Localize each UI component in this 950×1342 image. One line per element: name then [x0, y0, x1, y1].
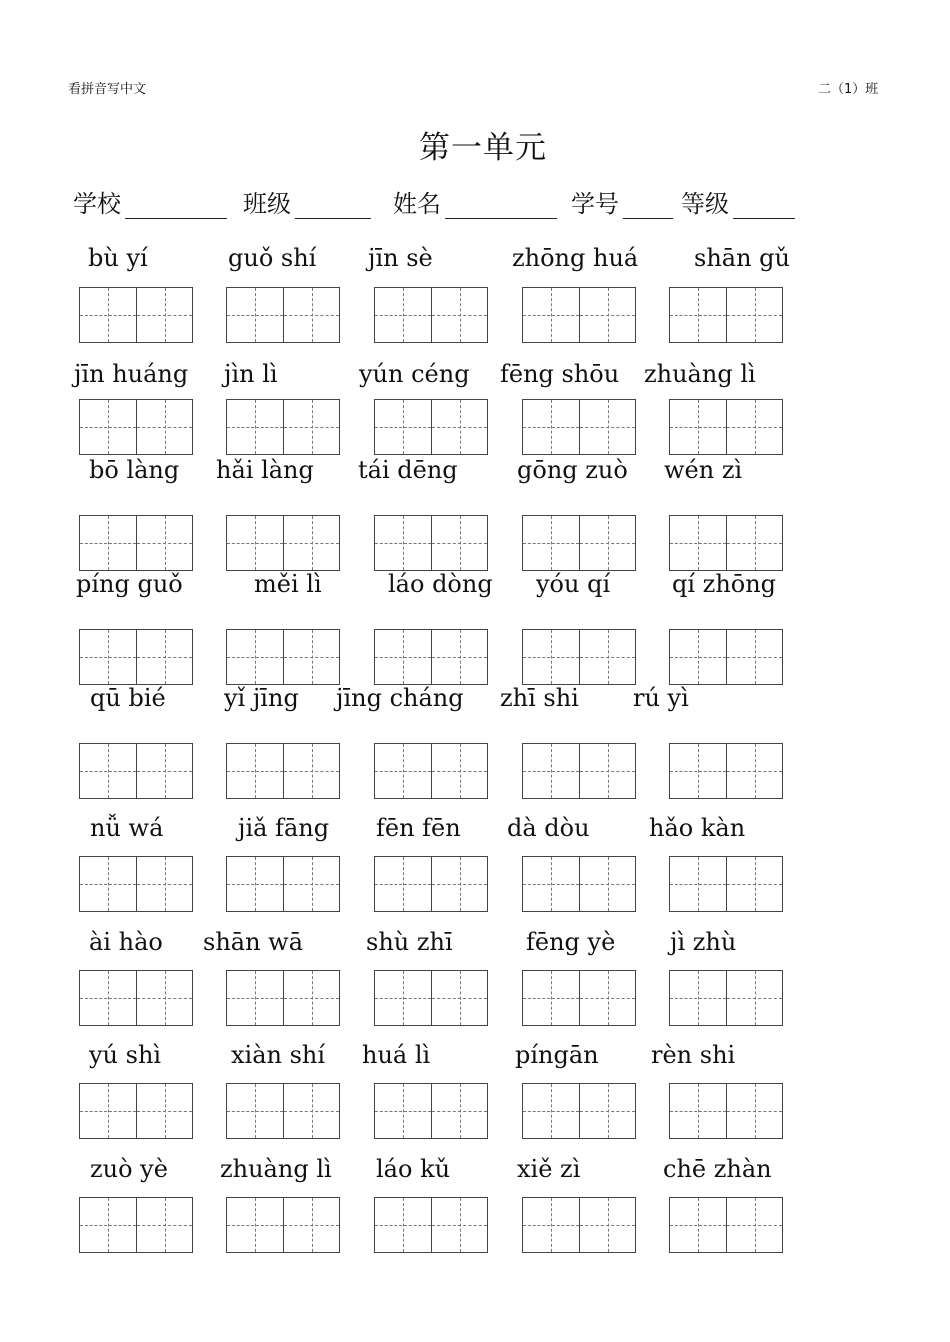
tianzige-writing-box[interactable] — [522, 743, 636, 799]
info-field — [243, 190, 375, 218]
tianzige-writing-box[interactable] — [226, 1083, 340, 1139]
pinyin-prompt: qū bié — [90, 684, 166, 712]
tianzige-writing-box[interactable] — [226, 1197, 340, 1253]
tianzige-writing-box[interactable] — [669, 1083, 783, 1139]
pinyin-prompt: chē zhàn — [663, 1155, 772, 1183]
pinyin-prompt: zhuàng lì — [644, 360, 756, 388]
info-field-blank[interactable] — [445, 192, 557, 219]
info-field-blank[interactable] — [295, 192, 371, 219]
info-field-blank[interactable] — [125, 192, 227, 219]
tianzige-writing-box[interactable] — [522, 970, 636, 1026]
pinyin-prompt: yóu qí — [536, 570, 611, 598]
tianzige-writing-box[interactable] — [226, 970, 340, 1026]
pinyin-prompt: gōng zuò — [517, 456, 628, 484]
tianzige-writing-box[interactable] — [374, 970, 488, 1026]
pinyin-prompt: nǚ wá — [90, 814, 164, 842]
info-field — [73, 190, 231, 218]
tianzige-writing-box[interactable] — [374, 856, 488, 912]
pinyin-prompt: jīn sè — [368, 244, 433, 272]
pinyin-prompt: hǎo kàn — [649, 814, 746, 842]
tianzige-writing-box[interactable] — [669, 743, 783, 799]
info-field-blank[interactable] — [623, 192, 673, 219]
tianzige-writing-box[interactable] — [79, 629, 193, 685]
tianzige-writing-box[interactable] — [374, 743, 488, 799]
info-field-label: 班级 — [243, 190, 291, 218]
tianzige-writing-box[interactable] — [79, 1083, 193, 1139]
worksheet-subject: 看拼音写中文 — [68, 82, 147, 97]
pinyin-prompt: láo kǔ — [376, 1155, 451, 1183]
info-field — [393, 190, 561, 218]
info-field-label: 姓名 — [393, 190, 441, 218]
tianzige-writing-box[interactable] — [522, 856, 636, 912]
pinyin-prompt: guǒ shí — [228, 244, 317, 272]
tianzige-writing-box[interactable] — [522, 1197, 636, 1253]
info-field-label: 学号 — [571, 190, 619, 218]
pinyin-prompt: yún céng — [359, 360, 470, 388]
pinyin-prompt: xiàn shí — [231, 1041, 326, 1069]
tianzige-writing-box[interactable] — [79, 856, 193, 912]
pinyin-prompt: bō làng — [89, 456, 180, 484]
tianzige-writing-box[interactable] — [669, 287, 783, 343]
info-field — [571, 190, 677, 218]
pinyin-prompt: qí zhōng — [672, 570, 777, 598]
tianzige-writing-box[interactable] — [79, 399, 193, 455]
page-title: 第一单元 — [419, 130, 547, 166]
pinyin-prompt: jì zhù — [670, 928, 737, 956]
pinyin-prompt: hǎi làng — [216, 456, 314, 484]
pinyin-prompt: fēng yè — [526, 928, 616, 956]
tianzige-writing-box[interactable] — [79, 515, 193, 571]
info-field-blank[interactable] — [733, 192, 795, 219]
tianzige-writing-box[interactable] — [226, 629, 340, 685]
pinyin-prompt: píng guǒ — [76, 570, 183, 598]
pinyin-prompt: jìn lì — [224, 360, 278, 388]
pinyin-prompt: zuò yè — [90, 1155, 168, 1183]
info-field-label: 学校 — [73, 190, 121, 218]
tianzige-writing-box[interactable] — [374, 1083, 488, 1139]
pinyin-prompt: jīn huáng — [74, 360, 189, 388]
pinyin-prompt: shān gǔ — [694, 244, 790, 272]
tianzige-writing-box[interactable] — [669, 399, 783, 455]
student-info-line — [73, 184, 809, 219]
tianzige-writing-box[interactable] — [669, 515, 783, 571]
pinyin-prompt: rú yì — [633, 684, 689, 712]
pinyin-prompt: zhī shi — [500, 684, 579, 712]
pinyin-prompt: fēn fēn — [376, 814, 461, 842]
tianzige-writing-box[interactable] — [374, 287, 488, 343]
tianzige-writing-box[interactable] — [374, 629, 488, 685]
pinyin-prompt: bù yí — [88, 244, 148, 272]
info-field — [681, 190, 799, 218]
tianzige-writing-box[interactable] — [79, 287, 193, 343]
tianzige-writing-box[interactable] — [226, 515, 340, 571]
pinyin-prompt: shān wā — [203, 928, 304, 956]
pinyin-prompt: láo dòng — [388, 570, 493, 598]
tianzige-writing-box[interactable] — [226, 287, 340, 343]
pinyin-prompt: wén zì — [664, 456, 743, 484]
tianzige-writing-box[interactable] — [669, 1197, 783, 1253]
tianzige-writing-box[interactable] — [669, 629, 783, 685]
pinyin-prompt: jiǎ fāng — [238, 814, 330, 842]
pinyin-prompt: yǐ jīng — [224, 684, 299, 712]
pinyin-prompt: huá lì — [362, 1041, 431, 1069]
tianzige-writing-box[interactable] — [79, 970, 193, 1026]
tianzige-writing-box[interactable] — [374, 515, 488, 571]
tianzige-writing-box[interactable] — [522, 629, 636, 685]
pinyin-prompt: dà dòu — [507, 814, 590, 842]
pinyin-prompt: měi lì — [254, 570, 322, 598]
info-field-label: 等级 — [681, 190, 729, 218]
pinyin-prompt: zhuàng lì — [220, 1155, 332, 1183]
pinyin-prompt: ài hào — [89, 928, 163, 956]
pinyin-prompt: píngān — [515, 1041, 599, 1069]
pinyin-prompt: fēng shōu — [500, 360, 620, 388]
pinyin-prompt: xiě zì — [517, 1155, 581, 1183]
pinyin-prompt: shù zhī — [366, 928, 453, 956]
tianzige-writing-box[interactable] — [669, 856, 783, 912]
tianzige-writing-box[interactable] — [522, 287, 636, 343]
tianzige-writing-box[interactable] — [79, 1197, 193, 1253]
tianzige-writing-box[interactable] — [522, 399, 636, 455]
tianzige-writing-box[interactable] — [226, 399, 340, 455]
tianzige-writing-box[interactable] — [79, 743, 193, 799]
tianzige-writing-box[interactable] — [522, 1083, 636, 1139]
tianzige-writing-box[interactable] — [226, 743, 340, 799]
tianzige-writing-box[interactable] — [374, 399, 488, 455]
pinyin-prompt: zhōng huá — [512, 244, 639, 272]
pinyin-prompt: tái dēng — [358, 456, 458, 484]
tianzige-writing-box[interactable] — [669, 970, 783, 1026]
class-label: 二（1）班 — [818, 82, 879, 97]
pinyin-prompt: jīng cháng — [336, 684, 464, 712]
pinyin-prompt: yú shì — [89, 1041, 162, 1069]
tianzige-writing-box[interactable] — [522, 515, 636, 571]
tianzige-writing-box[interactable] — [374, 1197, 488, 1253]
tianzige-writing-box[interactable] — [226, 856, 340, 912]
pinyin-prompt: rèn shi — [651, 1041, 736, 1069]
